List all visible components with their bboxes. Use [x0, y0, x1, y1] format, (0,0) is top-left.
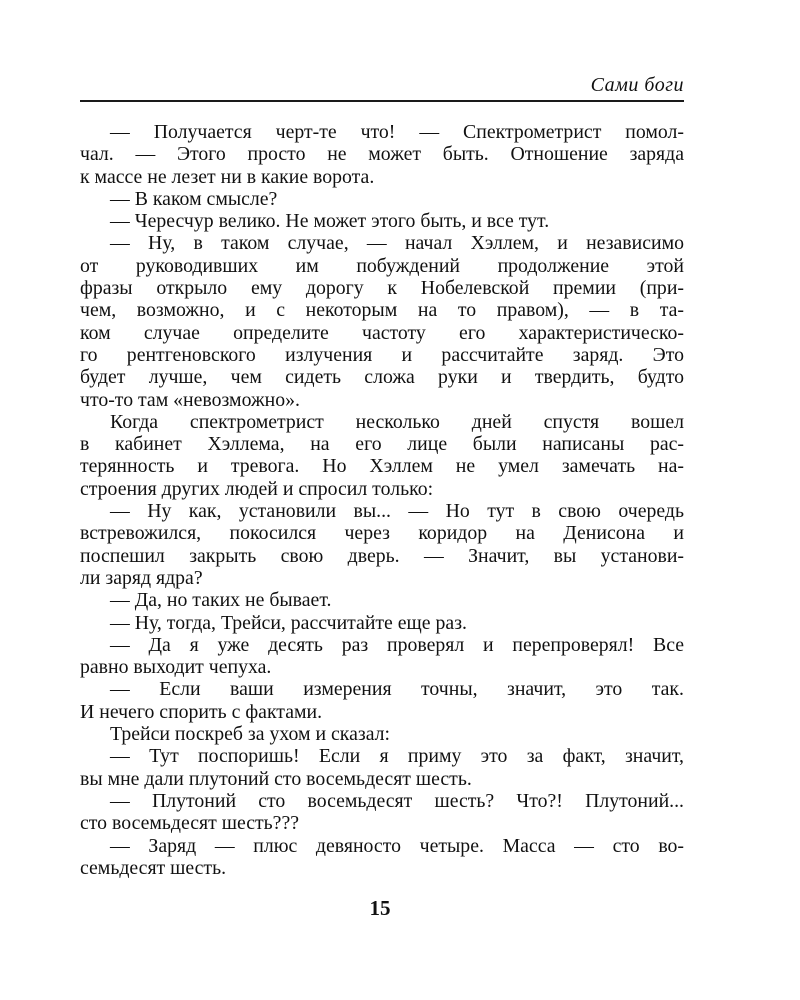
text-line: равно выходит чепуха. [80, 656, 272, 679]
body-text [80, 121, 684, 879]
text-line: строения других людей и спросил только: [80, 477, 434, 500]
text-line: чал. — Этого просто не может быть. Отношение заряда [80, 143, 684, 166]
text-line: — Ну, в таком случае, — начал Хэллем, и независимо [110, 232, 684, 255]
text-line: ли заряд ядра? [80, 566, 203, 589]
text-line: Когда спектрометрист несколько дней спустя вошел [110, 410, 684, 433]
text-line: — Получается черт-те что! — Спектрометрист помол- [110, 121, 684, 143]
text-line: вы мне дали плутоний сто восемьдесят шесть. [80, 767, 472, 790]
text-line: — Плутоний сто восемьдесят шесть? Что?! Плутоний... [110, 789, 684, 812]
text-line: семьдесят шесть. [80, 856, 227, 879]
text-line: к массе не лезет ни в какие ворота. [80, 165, 375, 188]
text-line: — Чересчур велико. Не может этого быть, и все тут. [110, 210, 550, 233]
text-line: И нечего спорить с фактами. [80, 700, 323, 723]
text-line: — Да я уже десять раз проверял и перепроверял! Все [110, 633, 684, 656]
text-line: что-то там «невозможно». [80, 388, 300, 411]
text-line: — Тут поспоришь! Если я приму это за факт, значит, [110, 745, 684, 768]
text-line: терянность и тревога. Но Хэллем не умел замечать на- [80, 455, 684, 478]
running-head-title: Сами боги [590, 74, 684, 96]
text-line: будет лучше, чем сидеть сложа руки и твердить, будто [80, 366, 684, 389]
text-line: сто восемьдесят шесть??? [80, 812, 300, 835]
text-line: — Заряд — плюс девяносто четыре. Масса — сто во- [110, 834, 684, 857]
text-line: — Ну как, установили вы... — Но тут в свою очередь [110, 500, 684, 523]
text-line: ком случае определите частоту его характеристическо- [80, 321, 684, 344]
text-line: поспешил закрыть свою дверь. — Значит, вы установи- [80, 544, 684, 567]
text-line: встревожился, покосился через коридор на Денисона и [80, 522, 684, 545]
text-line: в кабинет Хэллема, на его лице были написаны рас- [80, 433, 684, 456]
page-number: 15 [369, 896, 391, 920]
header-rule [80, 100, 684, 102]
text-line: от руководивших им побуждений продолжение этой [80, 254, 684, 277]
text-line: Трейси поскреб за ухом и сказал: [110, 723, 391, 746]
text-line: — В каком смысле? [110, 187, 278, 210]
text-line: го рентгеновского излучения и рассчитайте заряд. Это [80, 343, 684, 366]
text-line: чем, возможно, и с некоторым на то правом), — в та- [80, 299, 684, 322]
text-line: фразы открыло ему дорогу к Нобелевской премии (при- [80, 277, 684, 300]
text-line: — Ну, тогда, Трейси, рассчитайте еще раз. [110, 611, 467, 634]
text-line: — Да, но таких не бывает. [110, 589, 332, 612]
text-line: — Если ваши измерения точны, значит, это так. [110, 678, 684, 701]
